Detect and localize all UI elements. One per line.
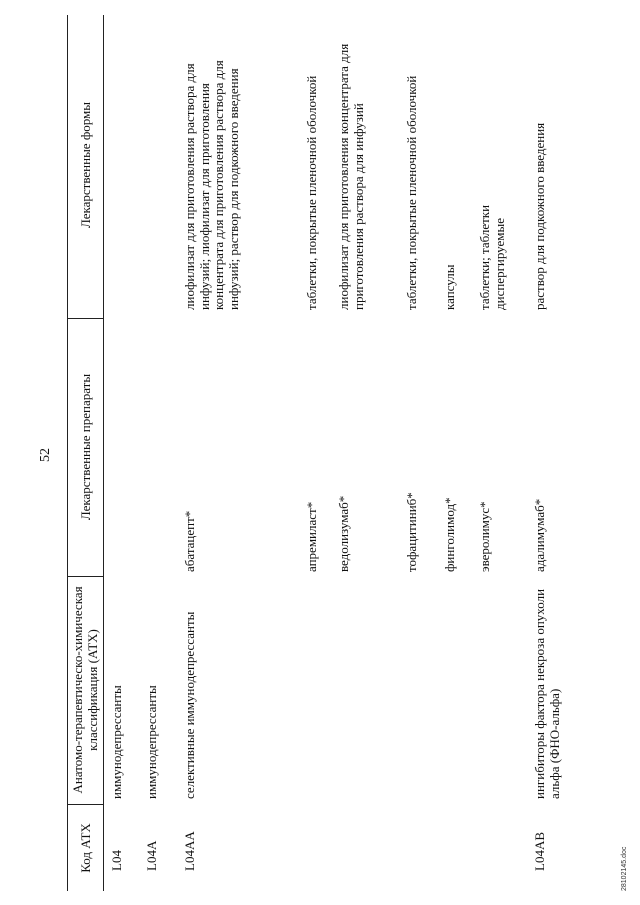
table-row-forms: раствор для подкожного введения bbox=[532, 122, 547, 310]
header-drugs: Лекарственные препараты bbox=[78, 373, 93, 521]
table-row-forms: лиофилизат для приготовления раствора для инфузий; лиофилизат для приготовления концентрата для приготовления раствора для инфузий; раствор для подкожного введения bbox=[182, 60, 241, 310]
col-divider-2 bbox=[67, 576, 103, 577]
table-row-atc: ингибиторы фактора некроза опухоли альфа (ФНО-альфа) bbox=[532, 588, 562, 799]
table-row-forms: лиофилизат для приготовления концентрата для приготовления раствора для инфузий bbox=[336, 43, 366, 310]
table-row-drug: апремиласт* bbox=[304, 501, 319, 572]
table-row-drug: эверолимус* bbox=[477, 501, 492, 572]
page-number: 52 bbox=[38, 448, 53, 462]
footer-filename: 28102145.doc bbox=[621, 846, 628, 891]
table-row-atc: иммунодепрессанты bbox=[109, 685, 124, 799]
table-row-code: L04 bbox=[109, 850, 124, 871]
table-row-atc: иммунодепрессанты bbox=[144, 685, 159, 799]
table-row-code: L04A bbox=[144, 840, 159, 871]
table-row-atc: селективные иммунодепрессанты bbox=[182, 611, 197, 799]
header-atc: Анатомо-терапевтическо-химическая классификация (АТХ) bbox=[70, 586, 100, 794]
table-row-code: L04AB bbox=[532, 832, 547, 871]
table-row-forms: таблетки, покрытые пленочной оболочкой bbox=[404, 75, 419, 310]
table-row-drug: тофацитиниб* bbox=[404, 492, 419, 572]
table-row-drug: финголимод* bbox=[442, 497, 457, 572]
table-top-border bbox=[67, 15, 68, 891]
table-row-forms: таблетки, покрытые пленочной оболочкой bbox=[304, 75, 319, 310]
table-row-drug: ведолизумаб* bbox=[336, 495, 351, 572]
table-row-forms: таблетки; таблетки диспергируемые bbox=[477, 204, 507, 310]
table-row-drug: адалимумаб* bbox=[532, 498, 547, 572]
header-forms: Лекарственные формы bbox=[78, 101, 93, 229]
table-row-drug: абатацепт* bbox=[182, 510, 197, 572]
header-bottom-border bbox=[103, 15, 104, 891]
table-row-forms: капсулы bbox=[442, 264, 457, 310]
header-code: Код АТХ bbox=[78, 823, 93, 873]
table-row-code: L04AA bbox=[182, 831, 197, 871]
